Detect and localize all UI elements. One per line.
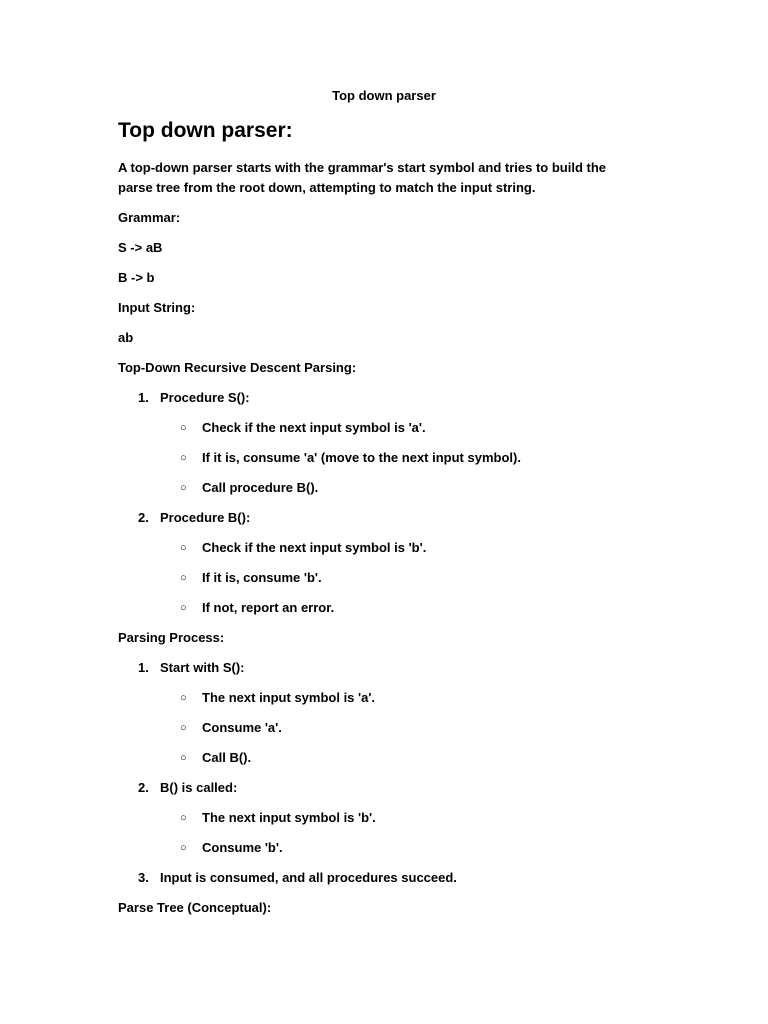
grammar-rule: S -> aB [118,240,163,255]
grammar-label: Grammar: [118,210,181,225]
hollow-circle-bullet-icon: ○ [180,692,187,704]
numbered-item [118,658,638,678]
page-header-title: Top down parser [332,88,436,103]
sub-bullet-item [118,478,638,498]
sub-item-text: Consume 'b'. [202,840,283,855]
sub-bullet-item [118,568,638,588]
hollow-circle-bullet-icon: ○ [180,542,187,554]
grammar-rule: B -> b [118,270,155,285]
recursive-descent-label: Top-Down Recursive Descent Parsing: [118,360,357,375]
sub-item-text: Call B(). [202,750,252,765]
sub-bullet-item [118,538,638,558]
item-label: Start with S(): [160,660,245,675]
hollow-circle-bullet-icon: ○ [180,752,187,764]
item-number: 1. [138,390,149,405]
item-label: Input is consumed, and all procedures succeed. [160,870,457,885]
hollow-circle-bullet-icon: ○ [180,482,187,494]
sub-bullet-item [118,718,638,738]
sub-bullet-item [118,688,638,708]
item-number: 2. [138,780,149,795]
item-label: B() is called: [160,780,238,795]
hollow-circle-bullet-icon: ○ [180,452,187,464]
input-string-label: Input String: [118,300,196,315]
item-label: Procedure B(): [160,510,251,525]
sub-item-text: Call procedure B(). [202,480,319,495]
sub-item-text: If it is, consume 'b'. [202,570,322,585]
intro-paragraph: A top-down parser starts with the grammar's start symbol and tries to build the parse tree from the root down, attempting to match the input string. [118,160,607,195]
hollow-circle-bullet-icon: ○ [180,722,187,734]
hollow-circle-bullet-icon: ○ [180,422,187,434]
hollow-circle-bullet-icon: ○ [180,812,187,824]
item-number: 2. [138,510,149,525]
sub-item-text: If not, report an error. [202,600,335,615]
numbered-item [118,508,638,528]
document-heading: Top down parser: [118,119,293,142]
hollow-circle-bullet-icon: ○ [180,602,187,614]
parse-tree-label: Parse Tree (Conceptual): [118,900,272,915]
input-string-value: ab [118,330,134,345]
sub-bullet-item [118,598,638,618]
numbered-item [118,868,638,888]
sub-item-text: Check if the next input symbol is 'a'. [202,420,426,435]
document-body [118,116,638,928]
hollow-circle-bullet-icon: ○ [180,572,187,584]
sub-item-text: Check if the next input symbol is 'b'. [202,540,427,555]
numbered-item [118,778,638,798]
sub-item-text: The next input symbol is 'a'. [202,690,376,705]
item-number: 3. [138,870,149,885]
sub-item-text: Consume 'a'. [202,720,282,735]
item-number: 1. [138,660,149,675]
sub-item-text: If it is, consume 'a' (move to the next input symbol). [202,450,521,465]
sub-bullet-item [118,808,638,828]
hollow-circle-bullet-icon: ○ [180,842,187,854]
sub-bullet-item [118,418,638,438]
sub-bullet-item [118,448,638,468]
sub-bullet-item [118,748,638,768]
parsing-process-label: Parsing Process: [118,630,225,645]
sub-bullet-item [118,838,638,858]
numbered-item [118,388,638,408]
sub-item-text: The next input symbol is 'b'. [202,810,376,825]
item-label: Procedure S(): [160,390,250,405]
